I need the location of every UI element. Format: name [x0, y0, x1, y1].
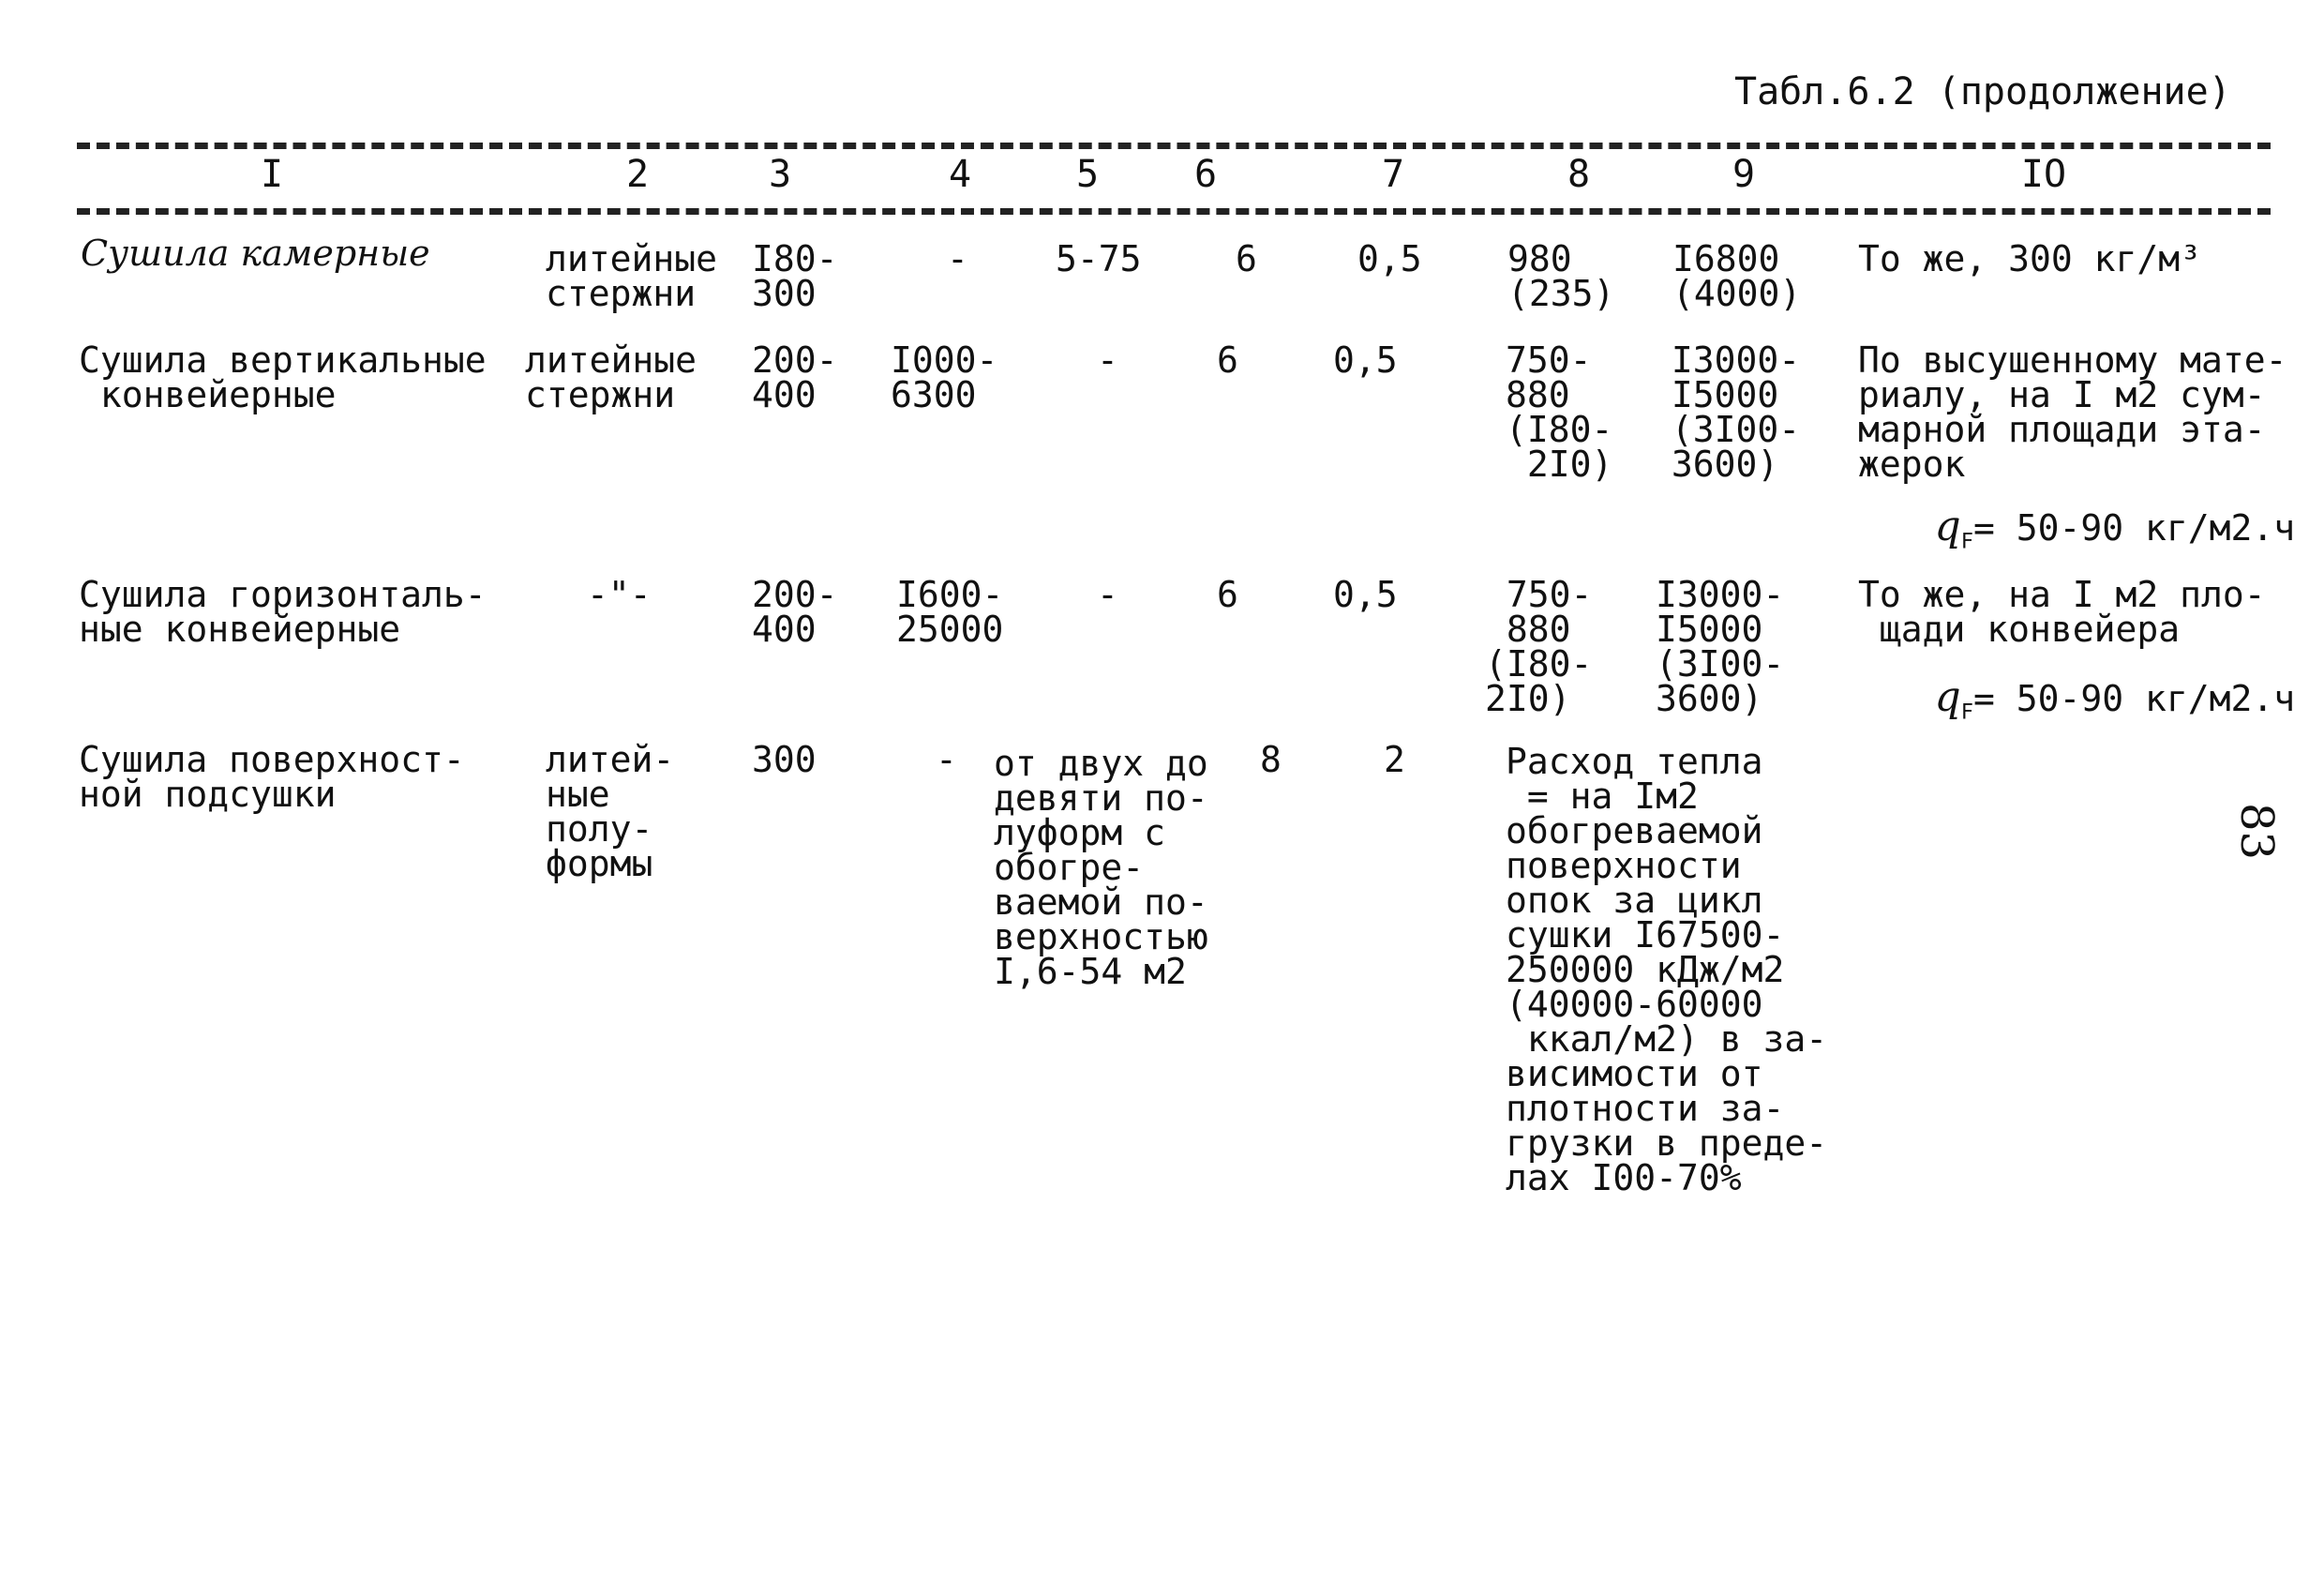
col-header-8: 8 — [1567, 153, 1591, 196]
col-header-4: 4 — [948, 153, 972, 196]
row-name: Сушила горизонталь- ные конвейерные — [79, 574, 487, 650]
col-header-10: IO — [2020, 153, 2067, 196]
row-col9: I3000- I5000 (3I00- 3600) — [1671, 339, 1801, 485]
page-number-mark: 83 — [2230, 802, 2284, 861]
row-material: литей- ные полу- формы — [546, 739, 675, 884]
row-temperature: 200- 400 — [752, 339, 838, 415]
col-header-3: 3 — [768, 153, 792, 196]
col-header-1: I — [260, 153, 284, 196]
row-col10: То же, 300 кг/м³ — [1858, 238, 2202, 279]
row-col5: - — [1097, 574, 1118, 615]
row-col7: 2 — [1384, 739, 1405, 780]
formula-subscript: F — [1960, 700, 1973, 725]
col-header-9: 9 — [1732, 153, 1756, 196]
row-col7: 0,5 — [1333, 574, 1398, 615]
row-col5: 5-75 — [1056, 238, 1142, 279]
formula-symbol: q — [1934, 673, 1961, 721]
col-header-2: 2 — [625, 153, 650, 196]
row-capacity: - — [936, 739, 957, 780]
row-temperature: 200- 400 — [752, 574, 838, 650]
row-col5: от двух до девяти по- луформ с обогре- ваемой по- верхностью I,6-54 м2 — [994, 743, 1208, 992]
row-name: Сушила поверхност- ной подсушки — [79, 739, 465, 815]
row-capacity: I600- 25000 — [896, 574, 1004, 650]
row-col10-formula — [1849, 645, 2295, 765]
row-name: Сушила вертикальные конвейерные — [79, 339, 487, 415]
row-material: литейные стержни — [525, 339, 697, 415]
row-col6: 8 — [1260, 739, 1282, 780]
formula-value: = 50-90 кг/м2.ч — [1972, 678, 2296, 719]
row-col8: 980 (235) — [1507, 238, 1615, 314]
row-col10: То же, на I м2 пло- щади конвейера — [1858, 574, 2266, 650]
row-col9: I6800 (4000) — [1672, 238, 1802, 314]
header-top-rule — [77, 143, 2271, 149]
row-col5: - — [1097, 339, 1118, 381]
row-temperature: 300 — [752, 739, 817, 780]
formula-symbol: q — [1934, 503, 1961, 550]
row-col6: 6 — [1236, 238, 1257, 279]
table-caption: Табл.6.2 (продолжение) — [1734, 70, 2231, 113]
header-bottom-rule — [77, 208, 2271, 215]
row-temperature: I80- 300 — [752, 238, 838, 314]
row-capacity: I000- 6300 — [891, 339, 998, 415]
row-col6: 6 — [1217, 574, 1238, 615]
row-col8: 750- 880 (I80- 2I0) — [1485, 574, 1593, 719]
col-header-6: 6 — [1193, 153, 1218, 196]
row-col7: 0,5 — [1333, 339, 1398, 381]
row-col10: По высушенному мате- риалу, на I м2 сум- марной площади эта- жерок — [1858, 339, 2287, 485]
col-header-7: 7 — [1381, 153, 1405, 196]
col-header-5: 5 — [1075, 153, 1100, 196]
row-name: Сушила камерные — [81, 233, 430, 274]
row-col8: Расход тепла = на Iм2 обогреваемой поверхности опок за цикл сушки I67500- 250000 кДж/м2 (40000-60000 ккал/м2) в за- висимости от плотности за- грузки в преде- лах I00-70% — [1506, 741, 1828, 1198]
formula-subscript: F — [1960, 530, 1973, 554]
row-material: -"- — [587, 574, 652, 615]
row-capacity: - — [947, 238, 968, 279]
row-material: литейные стержни — [546, 238, 718, 314]
formula-value: = 50-90 кг/м2.ч — [1972, 507, 2296, 549]
row-col8: 750- 880 (I80- 2I0) — [1506, 339, 1613, 485]
row-col6: 6 — [1217, 339, 1238, 381]
row-col7: 0,5 — [1357, 238, 1422, 279]
row-col9: I3000- I5000 (3I00- 3600) — [1656, 574, 1785, 719]
